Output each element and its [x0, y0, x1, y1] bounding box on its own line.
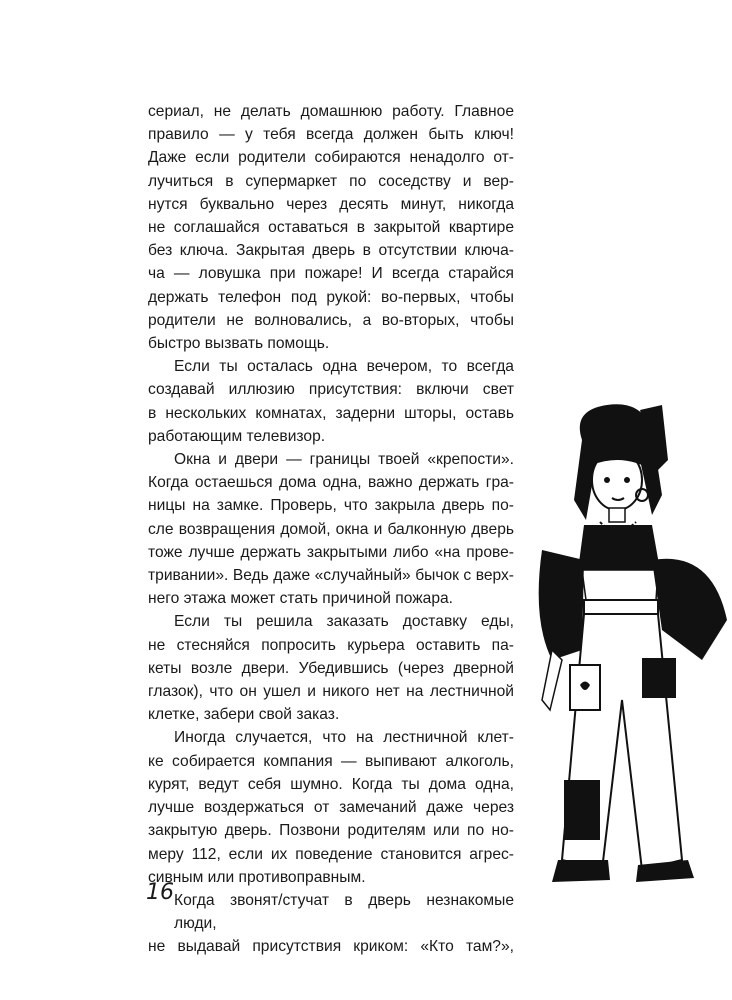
text-line: кеты возле двери. Убедившись (через дверной: [148, 659, 514, 677]
text-line: него этажа может стать причиной пожара.: [148, 590, 454, 608]
text-line: лучше воздержаться от замечаний даже через: [148, 799, 514, 817]
text-line: нутся буквально через десять минут, никогда: [148, 195, 514, 213]
crop-top: [578, 525, 660, 570]
text-line: Когда остаешься дома одна, важно держать гра-: [148, 474, 514, 492]
text-line: создавай иллюзию присутствия: включи свет: [148, 381, 514, 399]
text-line: клетке, забери свой заказ.: [148, 706, 340, 724]
text-line: Даже если родители собираются ненадолго от-: [148, 149, 514, 167]
text-line: Иногда случается, что на лестничной клет-: [174, 729, 514, 747]
page-number: 16: [146, 880, 174, 905]
text-line: сле возвращения домой, окна и балконную дверь: [148, 520, 514, 538]
text-line: не выдавай присутствия криком: «Кто там?»,: [148, 938, 514, 956]
text-line: меру 112, если их поведение становится агрес-: [148, 845, 514, 863]
text-line: Когда звонят/стучат в дверь незнакомые люди,: [174, 891, 514, 933]
girl-illustration: [512, 400, 732, 890]
jacket: [539, 550, 584, 660]
text-line: тривании». Ведь даже «случайный» бычок с верх-: [148, 567, 514, 585]
text-line: быстро вызвать помощь.: [148, 335, 330, 353]
body-text: [148, 100, 514, 959]
text-line: правило — у тебя всегда должен быть ключ!: [148, 126, 514, 144]
text-line: Если ты осталась одна вечером, то всегда: [174, 358, 514, 376]
text-line: лучиться в супермаркет по соседству и вер-: [148, 172, 514, 190]
text-line: сивным или противоправным.: [148, 868, 366, 886]
text-line: курят, ведут себя шумно. Когда ты дома одна,: [148, 775, 514, 793]
text-line: родители не волновались, а во-вторых, чтобы: [148, 311, 514, 329]
text-line: закрытую дверь. Позвони родителям или по но-: [148, 822, 514, 840]
text-line: Окна и двери — границы твоей «крепости».: [174, 451, 514, 469]
text-line: сериал, не делать домашнюю работу. Главное: [148, 103, 514, 120]
text-line: Если ты решила заказать доставку еды,: [174, 613, 514, 631]
text-line: в нескольких комнатах, задерни шторы, оставь: [148, 404, 514, 422]
text-line: тоже лучше держать закрытыми либо «на прове-: [148, 543, 514, 561]
text-line: не стесняйся попросить курьера оставить па-: [148, 636, 514, 654]
text-line: ча — ловушка при пожаре! И всегда старайся: [148, 265, 514, 283]
text-line: без ключа. Закрытая дверь в отсутствии ключа-: [148, 242, 514, 260]
text-line: не соглашайся оставаться в закрытой квартире: [148, 219, 514, 237]
text-line: работающим телевизор.: [148, 427, 326, 445]
text-line: держать телефон под рукой: во-первых, чтобы: [148, 288, 514, 306]
text-line: ке собирается компания — выпивают алкоголь,: [148, 752, 514, 770]
text-line: ницы на замке. Проверь, что закрыла дверь по-: [148, 497, 514, 515]
text-line: глазок), что он ушел и никого нет на лестничной: [148, 683, 514, 701]
